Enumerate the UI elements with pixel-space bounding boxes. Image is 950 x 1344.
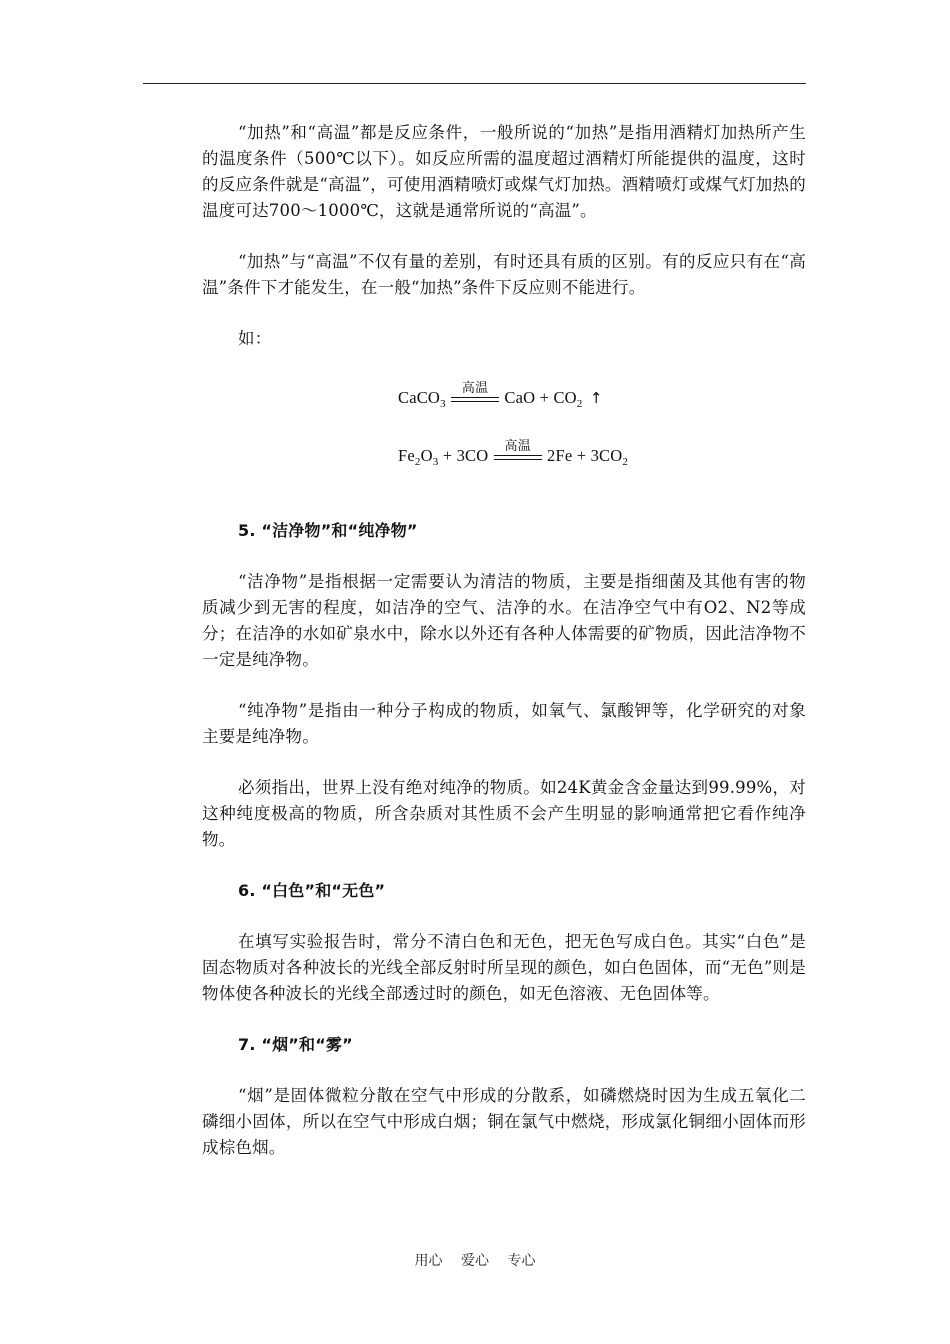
plus-sign: + (576, 446, 587, 465)
page-footer: 用心 爱心 专心 (414, 1253, 536, 1269)
reactant: CaCO$_3$ (398, 388, 446, 410)
section-5-paragraph-1: “洁净物”是指根据一定需要认为清洁的物质，主要是指细菌及其他有害的物质减少到无害的程度，如洁净的空气、洁净的水。在洁净空气中有O2、N2等成分；在洁净的水如矿泉水中，除水以外还有各种人体需要的矿物质，因此洁净物不一定是纯净物。 (202, 572, 806, 669)
reactant-2: 3CO (456, 446, 489, 465)
equation-caco3 (398, 381, 603, 417)
intro-paragraph-2: “加热”与“高温”不仅有量的差别，有时还具有质的区别。有的反应只有在“高温”条件下才能发生，在一般“加热”条件下反应则不能进行。 (202, 252, 806, 297)
condition-label: 高温 (504, 439, 531, 455)
chemical-equations (202, 377, 806, 473)
section-6-paragraph-1: 在填写实验报告时，常分不清白色和无色，把无色写成白色。其实“白色”是固态物质对各种波长的光线全部反射时所呈现的颜色，如白色固体，而“无色”则是物体使各种波长的光线全部透过时的颜色，如无色溶液、无色固体等。 (202, 932, 806, 1003)
header-rule (143, 83, 806, 84)
plus-sign: + (442, 446, 453, 465)
product-1: CaO (504, 388, 536, 407)
example-lead: 如： (238, 329, 272, 348)
plus-sign: + (539, 388, 550, 407)
section-5-paragraph-3: 必须指出，世界上没有绝对纯净的物质。如24K黄金含金量达到99.99%，对这种纯度极高的物质，所含杂质对其性质不会产生明显的影响通常把它看作纯净物。 (202, 778, 806, 849)
section-7-heading: 7. “烟”和“雾” (238, 1035, 353, 1054)
section-7-paragraph-1: “烟”是固体微粒分散在空气中形成的分散系，如磷燃烧时因为生成五氧化二磷细小固体，所以在空气中形成白烟；铜在氯气中燃烧，形成氯化铜细小固体而形成棕色烟。 (202, 1086, 806, 1157)
product-1: 2Fe (547, 446, 573, 465)
product-2: $CO_2$ (553, 388, 583, 410)
intro-paragraph-1: “加热”和“高温”都是反应条件，一般所说的“加热”是指用酒精灯加热所产生的温度条件（500℃以下）。如反应所需的温度超过酒精灯所能提供的温度，这时的反应条件就是“高温”，可使用酒精喷灯或煤气灯加热。酒精喷灯或煤气灯加热的温度可达700～1000℃，这就是通常所说的“高温”。 (202, 123, 806, 220)
reactant-1: $Fe_2O_3$ (398, 446, 439, 468)
section-5-heading: 5. “洁净物”和“纯净物” (238, 521, 418, 540)
product-2: $3CO_2$ (590, 446, 629, 468)
equation-fe2o3 (398, 439, 629, 475)
reaction-condition (494, 439, 542, 466)
condition-label: 高温 (461, 381, 489, 397)
document-body (202, 120, 806, 1186)
section-6-heading: 6. “白色”和“无色” (238, 881, 386, 900)
section-5-paragraph-2: “纯净物”是指由一种分子构成的物质，如氧气、氯酸钾等，化学研究的对象主要是纯净物。 (202, 701, 806, 746)
gas-arrow-icon: ↑ (589, 389, 603, 407)
reaction-condition (451, 381, 499, 408)
